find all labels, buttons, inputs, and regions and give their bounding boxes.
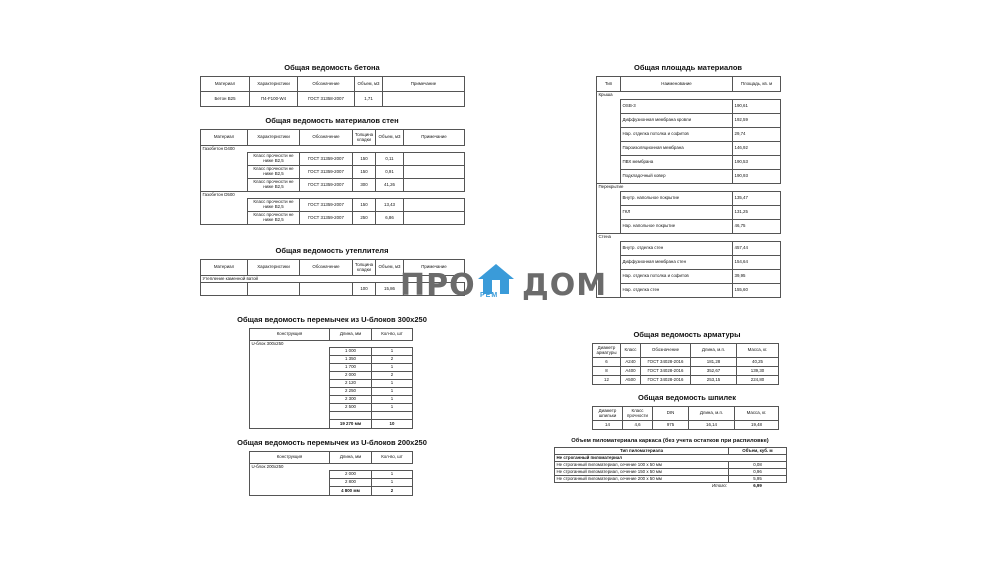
column-header: Кол-во, шт [372,452,413,464]
cell: 154,64 [733,256,781,270]
rebar-table [592,343,779,385]
lintels300-title: Общая ведомость перемычек из U-блоков 300х250 [237,315,427,324]
table-row [250,364,413,372]
table-row [201,199,465,212]
column-header: Длина, м.п. [689,407,735,421]
cell: 2 [372,356,413,364]
group-label: Крыша [597,92,781,100]
column-header: Обозначение [300,260,353,276]
cell [597,242,621,256]
table-header-row [201,77,465,92]
column-header: Длина, мм [330,329,372,341]
column-header: Длина, мм [330,452,372,464]
cell: Диффузионная мембрана кровли [621,114,733,128]
cell [597,100,621,114]
cell: 16,14 [689,421,735,430]
cell [201,212,248,225]
column-header: Объем, м3 [376,260,404,276]
cell [201,283,248,296]
table-row [250,372,413,380]
watermark-logo [400,262,608,306]
total-row [250,487,413,496]
cell [248,283,300,296]
cell: 250 [353,212,376,225]
cell: 0,91 [376,166,404,179]
column-header: Материал [201,260,248,276]
column-header: Наименование [621,77,733,92]
cell [250,404,330,412]
table-row [555,476,787,483]
cell: 13,43 [376,199,404,212]
table-row [250,471,413,479]
cell: 131,25 [733,206,781,220]
cell: 1 [372,479,413,487]
table-row [250,356,413,364]
lintels200-table [249,451,413,496]
column-header: Объем, м3 [355,77,383,92]
cell [597,114,621,128]
column-header: Обозначение [641,344,691,358]
group-label: Перекрытие [597,184,781,192]
cell: 192,59 [733,114,781,128]
logo-text-left: ПРО [400,268,476,303]
column-header: Примечание [404,130,465,146]
cell: 1 350 [330,356,372,364]
lintels200-title: Общая ведомость перемычек из U-блоков 200х250 [237,438,427,447]
column-header: Толщина кладки [353,130,376,146]
cell [404,153,465,166]
cell: 46,75 [733,220,781,234]
cell [597,206,621,220]
cell: Нар. отделка потолка и софитов [621,270,733,284]
cell: 2 250 [330,388,372,396]
cell: ГОСТ 31359-2007 [300,153,353,166]
group-row [201,146,465,153]
cell [250,388,330,396]
cell [383,92,465,107]
table-row [597,100,781,114]
cell: 352,67 [691,367,737,376]
cell: 300 [353,179,376,192]
cell [597,220,621,234]
cell: Класс прочности не ниже B2,5 [248,179,300,192]
column-header: Объем, куб. м [729,448,787,455]
lumber-table [554,447,787,490]
cell: 1 [372,404,413,412]
table-row [201,153,465,166]
group-row [250,464,413,471]
cell: ГОСТ 31359-2007 [300,166,353,179]
cell: ГОСТ 34028-2016 [641,358,691,367]
cell: Бетон B25 [201,92,250,107]
table-row [597,256,781,270]
total-row [555,483,787,490]
column-header: Обозначение [300,130,353,146]
group-label: Не строганный пиломатериал [555,455,787,462]
group-label: Утепление каменной ватой [201,276,465,283]
group-row [597,234,781,242]
cell: 41,26 [376,179,404,192]
cell: ГОСТ 31358-2007 [298,92,355,107]
group-row [250,341,413,348]
total-count: 2 [372,487,413,496]
cell: ГОСТ 31359-2007 [300,199,353,212]
cell: ГОСТ 31359-2007 [300,212,353,225]
cell [597,170,621,184]
cell [250,471,330,479]
cell: 0,96 [729,469,787,476]
logo-text-right: ДОМ [522,268,608,303]
areas-table [596,76,781,298]
table-row [593,367,779,376]
cell: 2 000 [330,471,372,479]
table-header-row [593,407,779,421]
column-header: DIN [653,407,689,421]
cell: ГОСТ 34028-2016 [641,376,691,385]
cell: 190,93 [733,170,781,184]
cell [597,128,621,142]
table-row [597,128,781,142]
cell [250,356,330,364]
cell: Класс прочности не ниже B2,5 [248,199,300,212]
column-header: Тип [597,77,621,92]
column-header: Класс [621,344,641,358]
cell: 15,86 [376,283,404,296]
walls-title: Общая ведомость материалов стен [265,116,399,125]
group-label: U-блок 200х250 [250,464,413,471]
cell: A400 [621,367,641,376]
table-row [597,206,781,220]
column-header: Характеристики [248,260,300,276]
group-label: Газобетон D400 [201,146,465,153]
cell: 2 120 [330,380,372,388]
cell: 1 [372,471,413,479]
table-row [597,170,781,184]
cell: 2 500 [330,404,372,412]
cell [404,166,465,179]
table-row [250,396,413,404]
table-header-row [555,448,787,455]
cell: 39,95 [733,270,781,284]
column-header: Конструкция [250,329,330,341]
studs-title: Общая ведомость шпилек [638,393,736,402]
table-row [250,479,413,487]
cell: 29,74 [733,128,781,142]
table-row [593,421,779,430]
cell: 2 [372,372,413,380]
rebar-title: Общая ведомость арматуры [633,330,741,339]
group-row [555,455,787,462]
total-row [250,420,413,429]
column-header: Характеристики [250,77,298,92]
total-label: Итого: [712,482,727,488]
cell: A240 [621,358,641,367]
house-icon [476,262,516,296]
cell: ГОСТ 31359-2007 [300,179,353,192]
column-header: Диаметр арматуры [593,344,621,358]
table-row [250,404,413,412]
table-row [597,284,781,298]
cell: Нар. отделка потолка и софитов [621,128,733,142]
cell: 1 [372,380,413,388]
cell: Не строганный пиломатериал, сечение 150 х 50 мм [555,469,729,476]
cell: 224,80 [737,376,779,385]
cell: 19,48 [735,421,779,430]
cell [404,179,465,192]
group-label: Стена [597,234,781,242]
cell: Нар. отделка стен [621,284,733,298]
cell: 2 300 [330,396,372,404]
group-row [201,192,465,199]
cell [250,412,330,420]
cell [597,142,621,156]
cell: 190,61 [733,100,781,114]
total-count: 10 [372,420,413,429]
cell [250,396,330,404]
cell: 5,95 [729,476,787,483]
insulation-title: Общая ведомость утеплителя [275,246,389,255]
cell: 6,86 [376,212,404,225]
table-header-row [250,452,413,464]
cell: 0,08 [729,462,787,469]
column-header: Конструкция [250,452,330,464]
table-row [597,270,781,284]
concrete-table [200,76,465,107]
areas-title: Общая площадь материалов [633,63,743,72]
table-row [555,469,787,476]
cell: Подкладочный ковер [621,170,733,184]
cell: Класс прочности не ниже B2,5 [248,166,300,179]
column-header: Диаметр шпильки [593,407,623,421]
cell: A500 [621,376,641,385]
cell: 190,53 [733,156,781,170]
cell: 1 [372,388,413,396]
column-header: Кол-во, шт [372,329,413,341]
cell: OSB-3 [621,100,733,114]
table-row [597,242,781,256]
column-header: Объем, м3 [376,130,404,146]
cell [330,412,372,420]
cell: 4,6 [623,421,653,430]
cell: Класс прочности не ниже B2,5 [248,212,300,225]
table-row [593,358,779,367]
cell: Диффузионная мембрана стен [621,256,733,270]
group-label: U-блок 300х250 [250,341,413,348]
column-header: Обозначение [298,77,355,92]
table-header-row [597,77,781,92]
column-header: Характеристики [248,130,300,146]
table-row [597,192,781,206]
cell: 1 [372,364,413,372]
cell: 150 [353,199,376,212]
cell: ПВХ мембрана [621,156,733,170]
logo-subtext: РЕМ [480,292,499,299]
cell: Класс прочности не ниже B2,5 [248,153,300,166]
table-row [597,142,781,156]
cell: ГОСТ 34028-2016 [641,367,691,376]
group-row [597,184,781,192]
group-row [597,92,781,100]
cell: ГКЛ [621,206,733,220]
cell: 14 [593,421,623,430]
cell: 2 000 [330,372,372,380]
cell: Не строганный пиломатериал, сечение 100 х 50 мм [555,462,729,469]
column-header: Масса, кг. [737,344,779,358]
cell: 457,44 [733,242,781,256]
total-length: 4 800 мм [330,487,372,496]
table-row [593,376,779,385]
column-header: Материал [201,130,248,146]
cell: Нар. напольное покрытие [621,220,733,234]
cell: 139,30 [737,367,779,376]
lumber-title: Объем пиломатериала каркаса (без учета остатков при распиловке) [571,438,769,444]
total-value: 6,99 [753,482,762,488]
table-row [201,212,465,225]
cell [372,412,413,420]
table-row [250,388,413,396]
cell: Не строганный пиломатериал, сечение 200 х 50 мм [555,476,729,483]
concrete-title: Общая ведомость бетона [284,63,380,72]
cell [201,166,248,179]
cell [597,156,621,170]
cell [300,283,353,296]
studs-table [592,406,779,430]
table-row [250,380,413,388]
cell [250,372,330,380]
cell: П4-F100-W4 [250,92,298,107]
cell [250,479,330,487]
cell: 1 [372,396,413,404]
cell [597,192,621,206]
column-header: Примечание [383,77,465,92]
cell: 8 [593,367,621,376]
walls-table [200,129,465,225]
cell [201,199,248,212]
column-header: Длина, м.п. [691,344,737,358]
column-header: Тип пиломатериала [555,448,729,455]
cell: Пароизоляционная мембрана [621,142,733,156]
table-row [250,412,413,420]
cell: 0,11 [376,153,404,166]
cell: 100 [353,283,376,296]
cell [201,179,248,192]
cell: 6 [593,358,621,367]
table-row [201,166,465,179]
cell: 975 [653,421,689,430]
cell: 253,15 [691,376,737,385]
column-header: Материал [201,77,250,92]
cell [250,364,330,372]
cell [404,212,465,225]
table-row [201,92,465,107]
column-header: Примечание [404,260,465,276]
column-header: Класс прочности [623,407,653,421]
table-row [201,179,465,192]
table-row [555,462,787,469]
cell: 1 [372,348,413,356]
cell: 181,28 [691,358,737,367]
group-label: Газобетон D500 [201,192,465,199]
cell: 146,92 [733,142,781,156]
column-header: Масса, кг. [735,407,779,421]
cell: 150 [353,166,376,179]
cell [250,487,330,496]
cell: 150 [353,153,376,166]
table-row [597,114,781,128]
column-header: Площадь, кв. м [733,77,781,92]
table-row [250,348,413,356]
column-header: Толщина кладки [353,260,376,276]
cell: 1 700 [330,364,372,372]
cell: 155,60 [733,284,781,298]
cell: Внутр. отделка стен [621,242,733,256]
lintels300-table [249,328,413,429]
cell [404,199,465,212]
cell [250,380,330,388]
cell [201,153,248,166]
table-header-row [250,329,413,341]
cell: 12 [593,376,621,385]
cell: 2 800 [330,479,372,487]
total-length: 19 270 мм [330,420,372,429]
cell: 40,25 [737,358,779,367]
cell [250,348,330,356]
cell: Внутр. напольное покрытие [621,192,733,206]
table-header-row [201,130,465,146]
cell [250,420,330,429]
table-header-row [593,344,779,358]
cell: 135,47 [733,192,781,206]
cell: 1 000 [330,348,372,356]
table-row [597,156,781,170]
cell: 1,71 [355,92,383,107]
table-row [597,220,781,234]
